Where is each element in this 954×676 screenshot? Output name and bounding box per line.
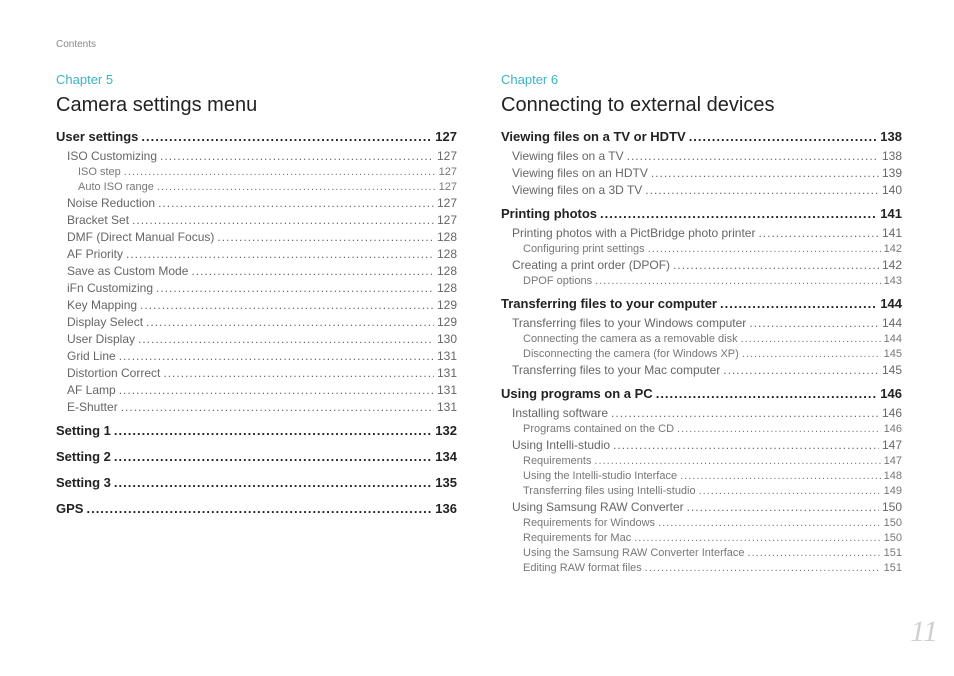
dot-leader: [634, 531, 880, 546]
toc-entry[interactable]: [56, 314, 457, 331]
toc-entry-label: Viewing files on a TV or HDTV: [501, 129, 686, 144]
toc-entry-page: 145: [883, 348, 902, 360]
toc-entry-label: Editing RAW format files: [523, 562, 642, 574]
toc-entry-label: ISO Customizing: [67, 149, 158, 163]
toc-entry[interactable]: [56, 399, 457, 416]
toc-entry-page: 134: [435, 449, 457, 464]
toc-entry-page: 132: [435, 423, 457, 438]
dot-leader: [160, 148, 434, 165]
toc-entry-page: 128: [436, 281, 457, 295]
toc-entry-label: Printing photos with a PictBridge photo printer: [512, 226, 756, 240]
toc-entry[interactable]: [501, 182, 902, 199]
toc-entry-page: 145: [881, 363, 902, 377]
toc-entry-page: 128: [436, 264, 457, 278]
dot-leader: [656, 383, 878, 405]
toc-entry[interactable]: [501, 422, 902, 437]
dot-leader: [114, 420, 432, 442]
toc-entry-page: 139: [881, 166, 902, 180]
dot-leader: [114, 472, 432, 494]
toc-entry-label: Requirements: [523, 455, 592, 467]
toc-entry-page: 141: [880, 206, 902, 221]
toc-entry[interactable]: [501, 454, 902, 469]
dot-leader: [141, 126, 432, 148]
toc-entry-label: Setting 1: [56, 423, 111, 438]
dot-leader: [124, 165, 436, 180]
toc-entry[interactable]: [56, 446, 457, 468]
toc-entry[interactable]: [501, 148, 902, 165]
toc-entry[interactable]: [501, 362, 902, 379]
chapter-6-column: [501, 72, 902, 576]
toc-entry-page: 127: [438, 166, 457, 178]
dot-leader: [648, 242, 881, 257]
toc-entry-label: Distortion Correct: [67, 366, 161, 380]
header-label: Contents: [56, 39, 97, 50]
page-number: 11: [910, 615, 938, 648]
dot-leader: [126, 246, 434, 263]
chapter-label: Chapter 6: [501, 72, 559, 87]
dot-leader: [163, 365, 434, 382]
toc-entry-page: 136: [435, 501, 457, 516]
toc-entry-page: 150: [881, 500, 902, 514]
dot-leader: [121, 399, 434, 416]
toc-entry-label: Programs contained on the CD: [523, 423, 675, 435]
toc-entry-page: 148: [883, 470, 902, 482]
toc-entry[interactable]: [56, 263, 457, 280]
toc-entry-page: 130: [436, 332, 457, 346]
dot-leader: [687, 499, 879, 516]
toc-entry[interactable]: [501, 546, 902, 561]
toc-entry[interactable]: [56, 148, 457, 165]
dot-leader: [645, 182, 879, 199]
toc-entry-page: 144: [883, 333, 902, 345]
toc-entry-label: Installing software: [512, 406, 609, 420]
toc-entry-page: 127: [435, 129, 457, 144]
toc-entry[interactable]: [56, 331, 457, 348]
toc-entry[interactable]: [501, 383, 902, 405]
toc-entry-page: 147: [881, 438, 902, 452]
toc-entry-label: iFn Customizing: [67, 281, 154, 295]
toc-entry-page: 131: [436, 383, 457, 397]
toc-entry[interactable]: [501, 126, 902, 148]
dot-leader: [689, 126, 878, 148]
toc-entry-label: DMF (Direct Manual Focus): [67, 230, 215, 244]
dot-leader: [613, 437, 879, 454]
toc-entry[interactable]: [56, 365, 457, 382]
dot-leader: [119, 348, 434, 365]
dot-leader: [157, 180, 436, 195]
toc-entry-page: 144: [881, 316, 902, 330]
toc-entry-page: 131: [436, 400, 457, 414]
toc-entry-page: 149: [883, 485, 902, 497]
toc-entry-page: 127: [436, 149, 457, 163]
toc-entry-page: 143: [883, 275, 902, 287]
toc-entry-label: Save as Custom Mode: [67, 264, 189, 278]
dot-leader: [156, 280, 434, 297]
chapter-5-column: [56, 72, 457, 520]
toc-entry[interactable]: [56, 348, 457, 365]
toc-entry-page: 128: [436, 230, 457, 244]
toc-entry-page: 127: [436, 213, 457, 227]
toc-entry-page: 144: [880, 296, 902, 311]
toc-entry[interactable]: [501, 242, 902, 257]
toc-entry-label: GPS: [56, 501, 84, 516]
toc-entry-page: 150: [883, 532, 902, 544]
toc-entry[interactable]: [501, 332, 902, 347]
toc-entry[interactable]: [501, 347, 902, 362]
toc-entry-label: Transferring files to your Windows computer: [512, 316, 747, 330]
toc-entry-page: 141: [881, 226, 902, 240]
dot-leader: [140, 297, 434, 314]
dot-leader: [138, 331, 434, 348]
dot-leader: [119, 382, 434, 399]
dot-leader: [217, 229, 434, 246]
toc-entry-page: 146: [883, 423, 902, 435]
toc-entry-label: Requirements for Windows: [523, 517, 656, 529]
toc-entry-label: Using the Samsung RAW Converter Interface: [523, 547, 745, 559]
toc-entry[interactable]: [501, 225, 902, 242]
toc-entry[interactable]: [501, 499, 902, 516]
toc-entry-page: 151: [883, 562, 902, 574]
dot-leader: [741, 332, 881, 347]
dot-leader: [191, 263, 434, 280]
toc-entry-label: Using Samsung RAW Converter: [512, 500, 684, 514]
toc-entry-label: Viewing files on a TV: [512, 149, 624, 163]
toc-entry[interactable]: [501, 165, 902, 182]
dot-leader: [699, 484, 881, 499]
dot-leader: [651, 165, 879, 182]
toc-entry-label: User Display: [67, 332, 136, 346]
toc-entry-label: Requirements for Mac: [523, 532, 632, 544]
toc-entry[interactable]: [501, 561, 902, 576]
toc-entry-page: 129: [436, 315, 457, 329]
dot-leader: [742, 347, 881, 362]
dot-leader: [600, 203, 877, 225]
dot-leader: [86, 498, 432, 520]
toc-entry-label: Setting 2: [56, 449, 111, 464]
dot-leader: [132, 212, 434, 229]
toc-entry-label: Using programs on a PC: [501, 386, 653, 401]
toc-list: [501, 126, 902, 576]
toc-entry[interactable]: [56, 472, 457, 494]
toc-entry-label: Noise Reduction: [67, 196, 156, 210]
dot-leader: [680, 469, 881, 484]
toc-entry-page: 138: [880, 129, 902, 144]
toc-entry[interactable]: [56, 246, 457, 263]
toc-entry[interactable]: [56, 229, 457, 246]
toc-entry[interactable]: [56, 420, 457, 442]
toc-entry-page: 142: [883, 243, 902, 255]
toc-entry-page: 127: [438, 181, 457, 193]
toc-entry-page: 150: [883, 517, 902, 529]
toc-entry-page: 146: [881, 406, 902, 420]
toc-entry[interactable]: [501, 257, 902, 274]
toc-entry-label: Using Intelli-studio: [512, 438, 611, 452]
toc-entry-page: 131: [436, 349, 457, 363]
toc-entry[interactable]: [56, 165, 457, 180]
toc-entry-label: Creating a print order (DPOF): [512, 258, 671, 272]
toc-entry[interactable]: [501, 293, 902, 315]
dot-leader: [146, 314, 434, 331]
toc-entry-label: AF Lamp: [67, 383, 116, 397]
dot-leader: [673, 257, 879, 274]
dot-leader: [627, 148, 879, 165]
toc-entry-label: Setting 3: [56, 475, 111, 490]
toc-entry[interactable]: [501, 405, 902, 422]
dot-leader: [720, 293, 877, 315]
toc-entry[interactable]: [501, 203, 902, 225]
toc-entry-label: Transferring files to your Mac computer: [512, 363, 721, 377]
dot-leader: [595, 274, 881, 289]
toc-entry[interactable]: [501, 315, 902, 332]
toc-entry-label: Key Mapping: [67, 298, 138, 312]
dot-leader: [723, 362, 879, 379]
toc-entry-page: 129: [436, 298, 457, 312]
toc-entry[interactable]: [56, 382, 457, 399]
toc-entry-page: 146: [880, 386, 902, 401]
dot-leader: [749, 315, 879, 332]
toc-entry-label: ISO step: [78, 166, 121, 178]
toc-entry-page: 128: [436, 247, 457, 261]
toc-entry-label: Grid Line: [67, 349, 116, 363]
toc-entry[interactable]: [56, 212, 457, 229]
toc-entry[interactable]: [501, 274, 902, 289]
toc-entry-label: Transferring files to your computer: [501, 296, 717, 311]
toc-entry-page: 131: [436, 366, 457, 380]
dot-leader: [758, 225, 879, 242]
toc-entry-label: Configuring print settings: [523, 243, 645, 255]
toc-entry-label: Disconnecting the camera (for Windows XP): [523, 348, 739, 360]
toc-list: [56, 126, 457, 520]
toc-entry-label: Transferring files using Intelli-studio: [523, 485, 696, 497]
toc-entry-page: 138: [881, 149, 902, 163]
toc-entry[interactable]: [56, 280, 457, 297]
toc-entry[interactable]: [501, 469, 902, 484]
toc-entry-page: 135: [435, 475, 457, 490]
toc-entry[interactable]: [56, 126, 457, 148]
dot-leader: [677, 422, 881, 437]
dot-leader: [645, 561, 881, 576]
toc-entry-page: 147: [883, 455, 902, 467]
toc-entry-label: Bracket Set: [67, 213, 130, 227]
dot-leader: [158, 195, 434, 212]
chapter-label: Chapter 5: [56, 72, 114, 87]
toc-entry[interactable]: [501, 484, 902, 499]
toc-entry-label: AF Priority: [67, 247, 124, 261]
toc-entry-label: DPOF options: [523, 275, 593, 287]
toc-entry[interactable]: [56, 498, 457, 520]
toc-entry-label: User settings: [56, 129, 139, 144]
toc-entry-label: Connecting the camera as a removable disk: [523, 333, 738, 345]
toc-entry-label: Viewing files on a 3D TV: [512, 183, 643, 197]
toc-entry[interactable]: [56, 195, 457, 212]
toc-entry-page: 140: [881, 183, 902, 197]
dot-leader: [594, 454, 880, 469]
toc-entry-page: 142: [881, 258, 902, 272]
toc-entry-page: 151: [883, 547, 902, 559]
toc-entry-label: Viewing files on an HDTV: [512, 166, 648, 180]
toc-entry[interactable]: [56, 180, 457, 195]
toc-entry-label: Using the Intelli-studio Interface: [523, 470, 678, 482]
dot-leader: [611, 405, 879, 422]
toc-entry[interactable]: [501, 437, 902, 454]
toc-entry-label: Printing photos: [501, 206, 598, 221]
toc-entry[interactable]: [501, 531, 902, 546]
toc-entry[interactable]: [501, 516, 902, 531]
chapter-title: Connecting to external devices: [501, 94, 775, 116]
dot-leader: [748, 546, 881, 561]
toc-entry-label: E-Shutter: [67, 400, 118, 414]
toc-entry-label: Auto ISO range: [78, 181, 154, 193]
dot-leader: [658, 516, 881, 531]
chapter-title: Camera settings menu: [56, 94, 258, 116]
toc-entry-page: 127: [436, 196, 457, 210]
toc-entry[interactable]: [56, 297, 457, 314]
dot-leader: [114, 446, 432, 468]
toc-entry-label: Display Select: [67, 315, 144, 329]
